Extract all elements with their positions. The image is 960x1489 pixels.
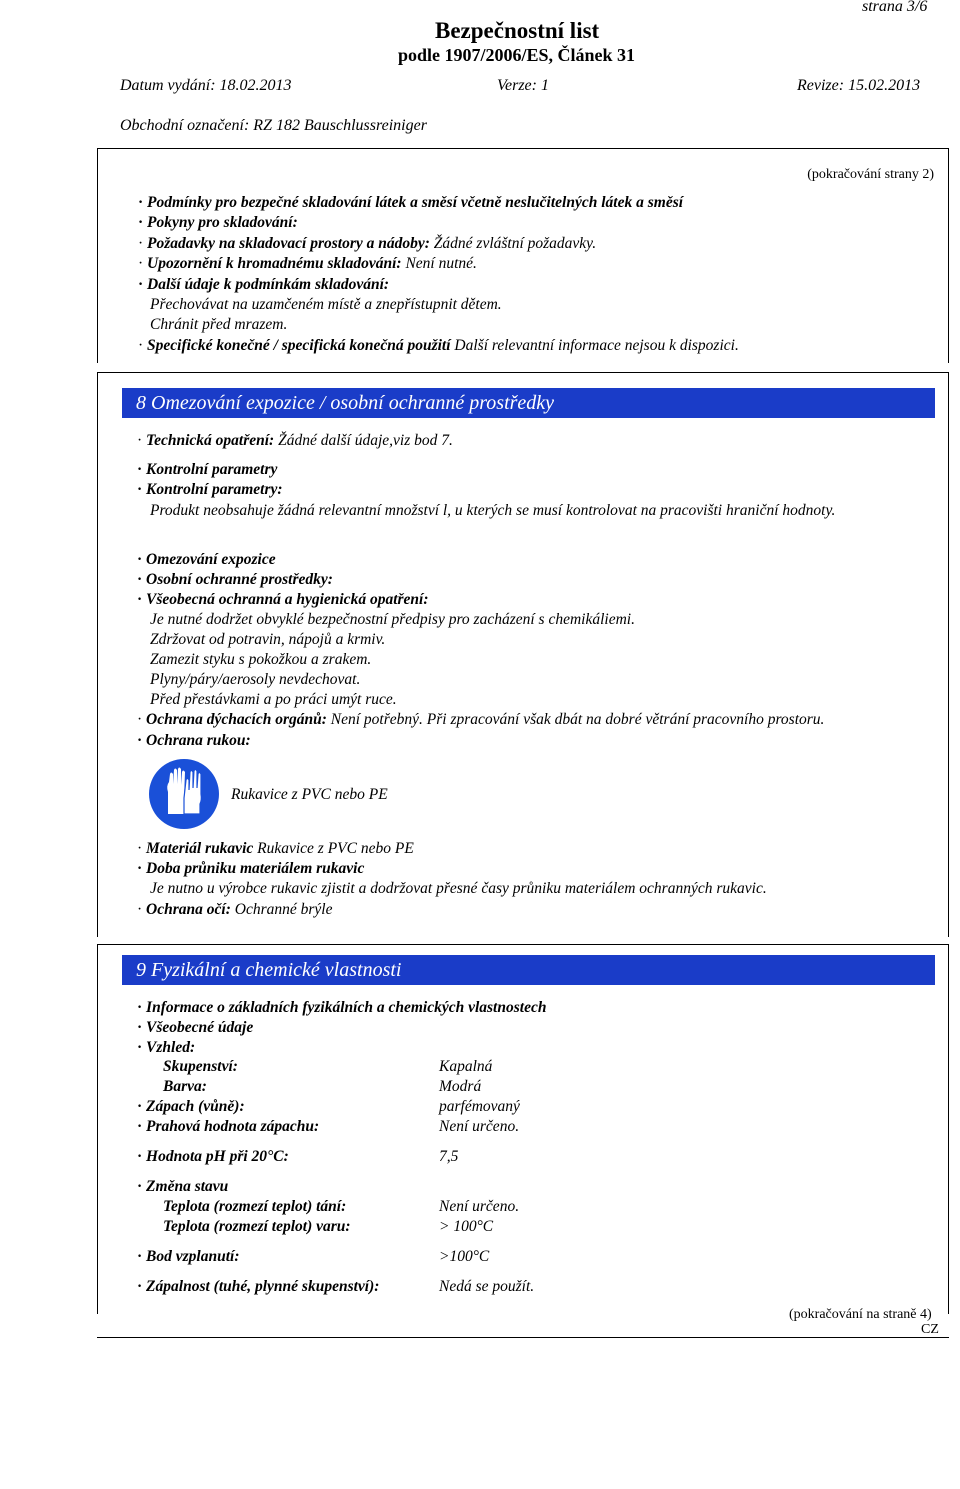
trade-name: Obchodní označení: RZ 182 Bauschlussreiniger — [120, 117, 427, 134]
basic-info: · Informace o základních fyzikálních a chemických vlastnostech — [137, 999, 547, 1016]
version: Verze: 1 — [497, 77, 549, 94]
continuation-to: (pokračování na straně 4) — [789, 1307, 932, 1322]
penetration-text: Je nutno u výrobce rukavic zjistit a dodržovat přesné časy průniku materiálem ochranných rukavic. — [150, 880, 767, 897]
flash-point-value: >100°C — [439, 1248, 490, 1265]
respiratory-protection: · Ochrana dýchacích orgánů: Není potřebný. Při zpracování však dbát na dobré větrání pracovního prostoru. — [137, 711, 825, 728]
room-requirements: · Požadavky na skladovací prostory a nádoby: Žádné zvláštní požadavky. — [138, 235, 597, 252]
glove-caption: Rukavice z PVC nebo PE — [231, 786, 388, 803]
melting-value: Není určeno. — [439, 1198, 520, 1215]
gloves-icon — [148, 758, 220, 830]
control-parameters-colon: · Kontrolní parametry: — [137, 481, 283, 498]
colour-label: Barva: — [163, 1078, 207, 1095]
control-parameters: · Kontrolní parametry — [137, 461, 278, 478]
storage-conditions: · Podmínky pro bezpečné skladování látek a směsí včetně neslučitelných látek a směsí — [138, 194, 684, 211]
technical-measures: · Technická opatření: Žádné další údaje,viz bod 7. — [137, 432, 453, 449]
hand-protection: · Ochrana rukou: — [137, 732, 251, 749]
odour-threshold-label: · Prahová hodnota zápachu: — [137, 1118, 320, 1135]
hygiene-line: Zamezit styku s pokožkou a zrakem. — [150, 651, 372, 668]
odour-label: · Zápach (vůně): — [137, 1098, 245, 1115]
ppe: · Osobní ochranné prostředky: — [137, 571, 333, 588]
page-number: strana 3/6 — [862, 0, 928, 15]
language-code: CZ — [921, 1322, 939, 1337]
flammability-value: Nedá se použít. — [439, 1278, 535, 1295]
revision-date: Revize: 15.02.2013 — [797, 77, 921, 94]
ph-value: 7,5 — [439, 1148, 459, 1165]
flash-point-label: · Bod vzplanutí: — [137, 1248, 240, 1265]
footer-rule — [97, 1337, 949, 1338]
document-subtitle: podle 1907/2006/ES, Článek 31 — [398, 45, 636, 65]
ph-label: · Hodnota pH při 20°C: — [137, 1148, 289, 1165]
boiling-value: > 100°C — [439, 1218, 494, 1235]
penetration-time: · Doba průniku materiálem rukavic — [137, 860, 365, 877]
hygiene-line: Před přestávkami a po práci umýt ruce. — [150, 691, 397, 708]
section7-box — [97, 148, 949, 363]
exposure-controls: · Omezování expozice — [137, 551, 276, 568]
appearance: · Vzhled: — [137, 1039, 196, 1056]
further-info-line2: Chránit před mrazem. — [150, 316, 288, 333]
further-info-label: · Další údaje k podmínkám skladování: — [138, 276, 390, 293]
document-title: Bezpečnostní list — [435, 18, 600, 43]
joint-storage: · Upozornění k hromadnému skladování: Není nutné. — [138, 255, 477, 272]
hygiene-line: Zdržovat od potravin, nápojů a krmiv. — [150, 631, 386, 648]
hygiene-line: Je nutné dodržet obvyklé bezpečnostní předpisy pro zacházení s chemikáliemi. — [150, 611, 635, 628]
issue-date: Datum vydání: 18.02.2013 — [120, 77, 292, 94]
general-info: · Všeobecné údaje — [137, 1019, 254, 1036]
control-parameters-text: Produkt neobsahuje žádná relevantní množství l, u kterých se musí kontrolovat na pracovišti hraniční hodnoty. — [150, 502, 836, 519]
section8-heading: 8 Omezování expozice / osobní ochranné prostředky — [122, 388, 935, 418]
melting-label: Teplota (rozmezí teplot) tání: — [163, 1198, 347, 1215]
boiling-label: Teplota (rozmezí teplot) varu: — [163, 1218, 351, 1235]
colour-value: Modrá — [439, 1078, 482, 1095]
further-info-line1: Přechovávat na uzamčeném místě a znepřístupnit dětem. — [150, 296, 502, 313]
eye-protection: · Ochrana očí: Ochranné brýle — [137, 901, 333, 918]
section9-heading: 9 Fyzikální a chemické vlastnosti — [122, 955, 935, 985]
odour-threshold-value: Není určeno. — [439, 1118, 520, 1135]
state-change: · Změna stavu — [137, 1178, 229, 1195]
hygiene-line: Plyny/páry/aerosoly nevdechovat. — [150, 671, 361, 688]
flammability-label: · Zápalnost (tuhé, plynné skupenství): — [137, 1278, 380, 1295]
hygiene-label: · Všeobecná ochranná a hygienická opatření: — [137, 591, 429, 608]
continuation-from: (pokračování strany 2) — [807, 167, 934, 182]
storage-instructions: · Pokyny pro skladování: — [138, 214, 298, 231]
specific-use: · Specifické konečné / specifická konečná použití Další relevantní informace nejsou k dispozici. — [138, 337, 739, 354]
form-label: Skupenství: — [163, 1058, 238, 1075]
odour-value: parfémovaný — [439, 1098, 520, 1115]
form-value: Kapalná — [439, 1058, 493, 1075]
glove-material: · Materiál rukavic Rukavice z PVC nebo PE — [137, 840, 414, 857]
